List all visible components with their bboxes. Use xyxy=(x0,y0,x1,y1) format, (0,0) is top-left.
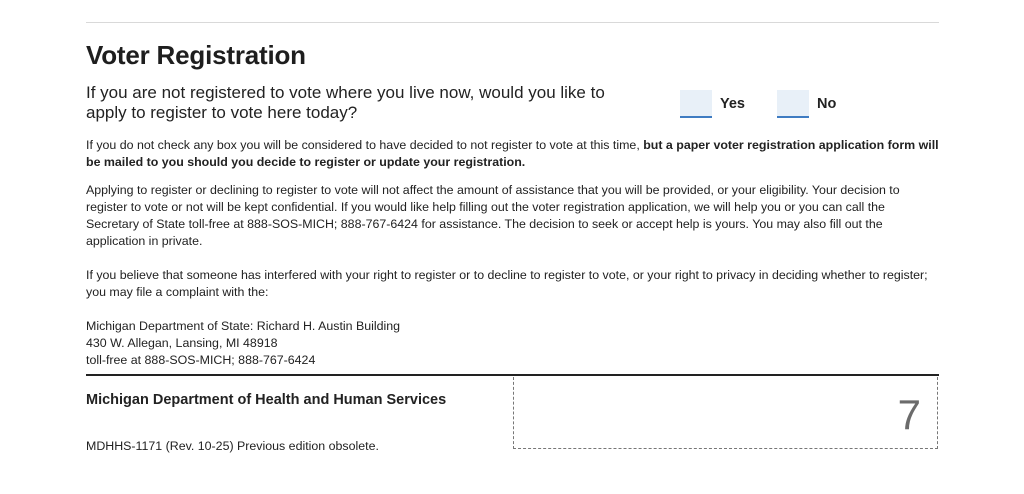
complaint-paragraph: If you believe that someone has interfered with your right to register or to decline to register to vote, or your right to privacy in deciding whether to register; you may file a complaint with the: xyxy=(86,268,928,299)
no-label: No xyxy=(817,96,837,112)
registration-question: If you are not registered to vote where you live now, would you like to apply to register to vote here today? xyxy=(86,83,605,122)
yes-checkbox[interactable] xyxy=(680,90,712,118)
page-number-box xyxy=(513,377,938,449)
address-line-1: Michigan Department of State: Richard H. Austin Building xyxy=(86,319,401,333)
notice-text: If you do not check any box you will be considered to have decided to not register to vote at this time, xyxy=(86,138,644,152)
assistance-paragraph: Applying to register or declining to register to vote will not affect the amount of assistance that you will be provided, or your eligibility. Your decision to register to vote or not will be kept confidential. If you would like help filling out the voter registration application, we will help you or you can call the Secretary of State toll-free at 888-SOS-MICH; 888-767-6424 for assistance. The decision to seek or accept help is yours. You may also fill out the application in private. xyxy=(86,183,900,248)
form-identifier: MDHHS-1171 (Rev. 10-25) Previous edition obsolete. xyxy=(86,439,379,453)
no-selection-notice xyxy=(86,137,939,171)
yes-option[interactable] xyxy=(680,89,745,119)
section-title: Voter Registration xyxy=(86,40,306,70)
footer-divider xyxy=(86,374,939,376)
top-divider xyxy=(86,22,939,23)
yes-label: Yes xyxy=(720,96,745,112)
address-line-2: 430 W. Allegan, Lansing, MI 48918 xyxy=(86,336,278,350)
address-line-3: toll-free at 888-SOS-MICH; 888-767-6424 xyxy=(86,353,316,367)
no-option[interactable] xyxy=(777,89,836,119)
agency-name: Michigan Department of Health and Human Services xyxy=(86,392,447,408)
page-number: 7 xyxy=(897,391,921,438)
no-checkbox[interactable] xyxy=(777,90,809,118)
notice-bold-text: but a paper voter registration application form will be mailed to you should you decide to register or update your registration. xyxy=(86,138,939,169)
complaint-address xyxy=(86,318,400,369)
